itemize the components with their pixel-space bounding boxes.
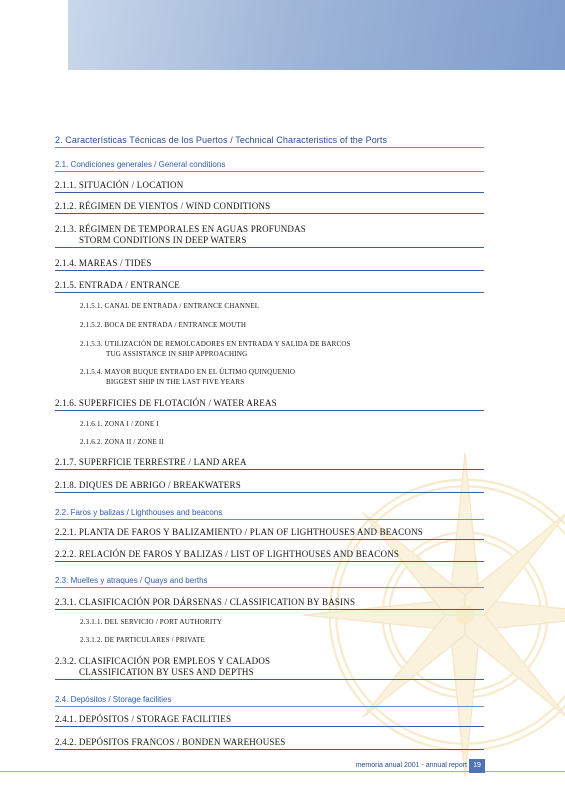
toc-entry-title: 2.4.1. DEPÓSITOS / STORAGE FACILITIES: [55, 714, 232, 724]
toc-entry-rule: [55, 706, 484, 707]
toc-entry-rule: [55, 147, 484, 148]
toc-entry-title: 2.1.6.1. ZONA I / ZONE I: [80, 420, 159, 428]
toc-entry-title: 2.1.5.3. UTILIZACIÓN DE REMOLCADORES EN ENTRADA Y SALIDA DE BARCOS: [80, 340, 351, 348]
toc-entry-title: 2.2. Faros y balizas / Lighthouses and beacons: [55, 508, 223, 517]
toc-entry-title: 2.3.1.1. DEL SERVICIO / PORT AUTHORITY: [80, 618, 223, 626]
toc-entry-rule: [55, 749, 484, 750]
toc-entry-rule: [55, 539, 484, 540]
footer-page-number: 19: [469, 759, 485, 773]
toc-entry-rule: [55, 292, 484, 293]
toc-entry-rule: [55, 213, 484, 214]
toc-entry-title: 2.1.5.4. MAYOR BUQUE ENTRADO EN EL ÚLTIMO QUINQUENIO: [80, 368, 296, 376]
toc-entry-rule: [55, 410, 484, 411]
toc-entry-rule: [55, 247, 484, 248]
footer-title: memoria anual 2001 - annual report: [355, 762, 467, 769]
toc-entry-title: 2.1.3. RÉGIMEN DE TEMPORALES EN AGUAS PROFUNDAS: [55, 224, 307, 234]
toc-entry-rule: [55, 469, 484, 470]
toc-entry-rule: [55, 609, 484, 610]
toc-entry-rule: [55, 270, 484, 271]
toc-entry-title: 2.1.2. RÉGIMEN DE VIENTOS / WIND CONDITIONS: [55, 201, 271, 211]
toc-entry-title: 2.1.5.1. CANAL DE ENTRADA / ENTRANCE CHANNEL: [80, 302, 260, 310]
toc-entry-title: 2.2.2. RELACIÓN DE FAROS Y BALIZAS / LIST OF LIGHTHOUSES AND BEACONS: [55, 549, 400, 559]
toc-entry-title: 2.1.7. SUPERFICIE TERRESTRE / LAND AREA: [55, 457, 247, 467]
toc-entry-rule: [55, 587, 484, 588]
toc-entry-title: 2.4. Depósitos / Storage facilities: [55, 695, 172, 704]
toc-entry-title: 2.1. Condiciones generales / General conditions: [55, 160, 226, 169]
toc-entry-title: 2.1.5. ENTRADA / ENTRANCE: [55, 280, 180, 290]
toc-entry-rule: [55, 171, 484, 172]
toc-entry-title: 2.3.1.2. DE PARTICULARES / PRIVATE: [80, 636, 206, 644]
toc-entry-title: 2.2.1. PLANTA DE FAROS Y BALIZAMIENTO / PLAN OF LIGHTHOUSES AND BEACONS: [55, 527, 423, 537]
toc-entry-rule: [55, 519, 484, 520]
toc-entry-title: TUG ASSISTANCE IN SHIP APPROACHING: [106, 350, 248, 358]
toc-entry-title: 2.3.2. CLASIFICACIÓN POR EMPLEOS Y CALADOS: [55, 656, 271, 666]
toc-entry-title: STORM CONDITIONS IN DEEP WATERS: [79, 235, 247, 245]
toc-entry-title: BIGGEST SHIP IN THE LAST FIVE YEARS: [106, 378, 245, 386]
toc-entry-title: 2.1.8. DIQUES DE ABRIGO / BREAKWATERS: [55, 480, 241, 490]
toc-entry-title: 2.1.6. SUPERFICIES DE FLOTACIÓN / WATER AREAS: [55, 398, 277, 408]
toc-entry-title: 2. Características Técnicas de los Puertos / Technical Characteristics of the Ports: [55, 135, 388, 145]
toc-entry-title: 2.1.5.2. BOCA DE ENTRADA / ENTRANCE MOUTH: [80, 321, 247, 329]
toc-entry-rule: [55, 492, 484, 493]
toc-entry-rule: [55, 726, 484, 727]
toc-entry-rule: [55, 679, 484, 680]
toc-entry-title: 2.3. Muelles y atraques / Quays and berths: [55, 576, 208, 585]
toc-entry-title: CLASSIFICATION BY USES AND DEPTHS: [79, 667, 254, 677]
toc-entry-title: 2.3.1. CLASIFICACIÓN POR DÁRSENAS / CLASSIFICATION BY BASINS: [55, 597, 356, 607]
toc-entry-title: 2.1.6.2. ZONA II / ZONE II: [80, 438, 164, 446]
toc-entry-title: 2.1.4. MAREAS / TIDES: [55, 258, 152, 268]
toc-entry-rule: [55, 192, 484, 193]
toc-entry-rule: [55, 561, 484, 562]
toc-entry-title: 2.4.2. DEPÓSITOS FRANCOS / BONDEN WAREHOUSES: [55, 737, 286, 747]
toc-entry-title: 2.1.1. SITUACIÓN / LOCATION: [55, 180, 184, 190]
